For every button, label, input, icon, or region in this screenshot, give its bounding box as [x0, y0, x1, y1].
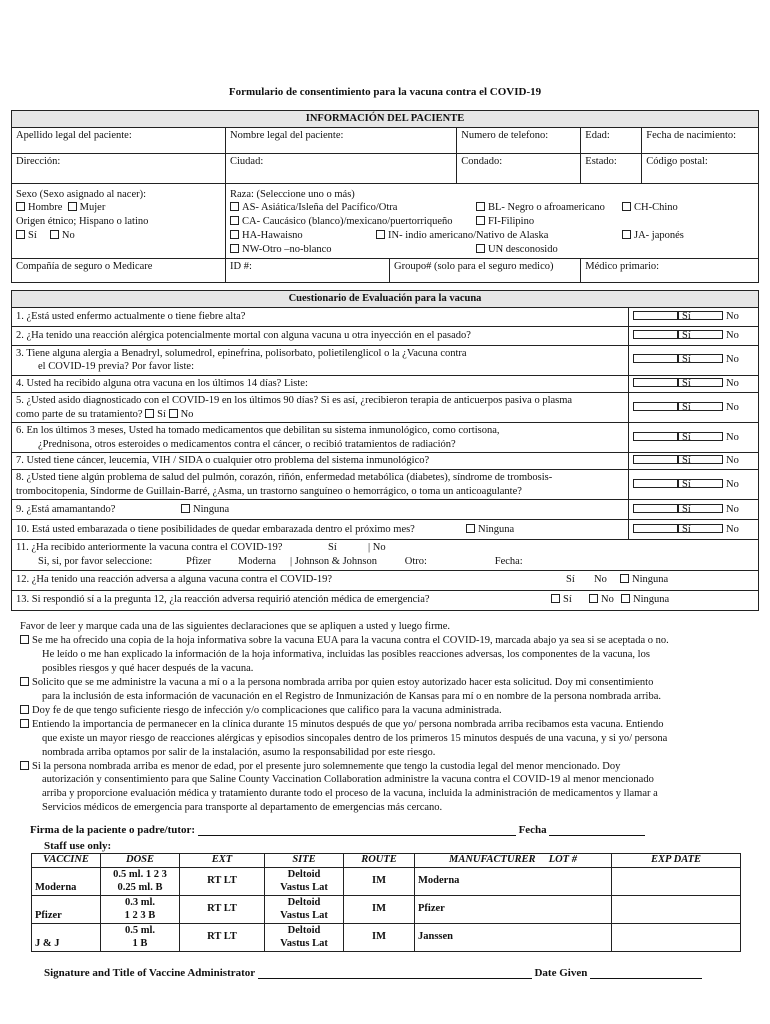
- statement-2-checkbox[interactable]: [20, 677, 29, 686]
- dose-line1: 0.3 ml.: [124, 896, 156, 908]
- statement-4-checkbox[interactable]: [20, 719, 29, 728]
- exp-date-cell[interactable]: [612, 924, 741, 952]
- col-site: SITE: [265, 854, 344, 868]
- site-cell[interactable]: [265, 896, 344, 924]
- dose-cell[interactable]: [101, 924, 180, 952]
- mujer-label: Mujer: [79, 202, 106, 214]
- no-label: No: [726, 524, 739, 536]
- si-label: Sí: [682, 478, 691, 490]
- question-3-line1: 3. Tiene alguna alergia a Benadryl, solumedrol, epinefrina, polisorbato, polietilenglicol o la ¿Vacuna contra: [16, 347, 467, 359]
- bl-checkbox[interactable]: [476, 202, 485, 211]
- ch-checkbox[interactable]: [622, 202, 631, 211]
- raza-label: Raza: (Seleccione uno o más): [230, 188, 355, 200]
- answer-8: [629, 470, 759, 500]
- dose-line2: 1 2 3 B: [124, 909, 156, 921]
- estado-field[interactable]: Estado:: [581, 153, 642, 183]
- col-vaccine: VACCINE: [32, 854, 101, 868]
- statement-5-line4: Servicios médicos de emergencia para transporte al departamento de emergencias más cercano.: [42, 802, 443, 814]
- q2-si-checkbox[interactable]: [633, 330, 679, 339]
- dose-cell[interactable]: [101, 868, 180, 896]
- question-8-line1: 8. ¿Usted tiene algún problema de salud del pulmón, corazón, riñón, enfermedad metabólica (diabetes), síndrome de trombosis-: [16, 472, 553, 484]
- q9-si-checkbox[interactable]: [633, 504, 679, 513]
- q5-si-checkbox[interactable]: [633, 402, 679, 411]
- dose-line2: 1 B: [132, 937, 148, 949]
- statement-2-line2: para la inclusión de esta información de vacunación en el Registro de Inmunización de Kansas para mí o en nombre de la persona nombrada arriba.: [42, 690, 661, 702]
- statement-1-line1: Se me ha ofrecido una copia de la hoja informativa sobre la vacuna EUA para la vacuna contra el COVID-19, marcada abajo ya sea si se aceptada o no.: [32, 634, 669, 646]
- si-label: Sí: [682, 504, 691, 516]
- site-cell[interactable]: [265, 868, 344, 896]
- col-ext: EXT: [180, 854, 265, 868]
- ninguna-label: Ninguna: [193, 504, 230, 516]
- q12-si-option[interactable]: Sí: [566, 574, 575, 586]
- question-10-text: 10. Está usted embarazada o tiene posibilidades de quedar embarazada dentro el próximo mes?: [16, 524, 415, 536]
- direccion-field[interactable]: Dirección:: [12, 153, 226, 183]
- bl-label: BL- Negro o afroamericano: [488, 202, 605, 214]
- ciudad-field[interactable]: Ciudad:: [226, 153, 457, 183]
- q13-si-checkbox[interactable]: [551, 594, 560, 603]
- answer-4: [629, 375, 759, 392]
- question-6: [12, 423, 629, 453]
- statement-1-line3: posibles riesgos y qué hacer después de la vacuna.: [42, 662, 254, 674]
- question-12: [12, 570, 759, 590]
- nw-checkbox[interactable]: [230, 244, 239, 253]
- si-label: Sí: [682, 378, 691, 390]
- q12-ninguna-checkbox[interactable]: [620, 574, 629, 583]
- date-given-label: Date Given: [534, 967, 588, 979]
- site-line1: Deltoid: [287, 868, 321, 880]
- manufacturer-cell[interactable]: Pfizer: [415, 896, 612, 924]
- administrator-signature-row: [44, 967, 702, 979]
- route-cell: IM: [344, 924, 415, 952]
- site-line1: Deltoid: [287, 896, 321, 908]
- origen-label: Origen étnico; Hispano o latino: [16, 215, 149, 227]
- q12-no-option[interactable]: No: [594, 574, 607, 586]
- firma-line[interactable]: [198, 825, 516, 836]
- answer-2: [629, 326, 759, 345]
- q8-si-checkbox[interactable]: [633, 479, 679, 488]
- no-label: No: [726, 504, 739, 516]
- route-cell: IM: [344, 896, 415, 924]
- q10-ninguna-checkbox[interactable]: [466, 524, 475, 533]
- questionnaire-header: Cuestionario de Evaluación para la vacuna: [12, 291, 759, 308]
- q5-no-checkbox[interactable]: [677, 402, 723, 411]
- q11-fecha-field[interactable]: Fecha:: [494, 556, 523, 568]
- sexo-label: Sexo (Sexo asignado al nacer):: [16, 188, 147, 200]
- route-cell: IM: [344, 868, 415, 896]
- si-label: Sí: [682, 401, 691, 413]
- hombre-checkbox[interactable]: [16, 202, 25, 211]
- si-label: Sí: [563, 594, 572, 606]
- col-manufacturer-lot: [415, 854, 612, 868]
- q13-no-checkbox[interactable]: [589, 594, 598, 603]
- consent-statements: [20, 620, 755, 815]
- q6-si-checkbox[interactable]: [633, 432, 679, 441]
- form-title: Formulario de consentimiento para la vacuna contra el COVID-19: [228, 86, 542, 98]
- origen-si-checkbox[interactable]: [16, 230, 25, 239]
- question-13: [12, 590, 759, 610]
- question-9-text: 9. ¿Está amamantando?: [16, 504, 116, 516]
- dose-line1: 0.5 ml. 1 2 3: [113, 868, 167, 880]
- question-2: 2. ¿Ha tenido una reacción alérgica potencialmente mortal con alguna vacuna u otra inyección en el pasado?: [12, 326, 629, 345]
- col-manufacturer: MANUFACTURER: [449, 854, 536, 866]
- ha-label: HA-Hawaisno: [242, 230, 303, 242]
- question-6-line2: ¿Prednisona, otros esteroides o medicamentos contra el cáncer, o recibió tratamientos de radiación?: [38, 438, 456, 450]
- si-label: Sí: [682, 432, 691, 444]
- question-8: [12, 470, 629, 500]
- answer-9: [629, 500, 759, 520]
- no-label: No: [726, 432, 739, 444]
- fi-checkbox[interactable]: [476, 216, 485, 225]
- ninguna-label: Ninguna: [478, 524, 515, 536]
- si-label: Sí: [157, 408, 166, 420]
- question-12-text: 12. ¿Ha tenido una reacción adversa a alguna vacuna contra el COVID-19?: [16, 574, 333, 586]
- vaccine-cell: Moderna: [32, 868, 101, 896]
- exp-date-cell[interactable]: [612, 868, 741, 896]
- exp-date-cell[interactable]: [612, 896, 741, 924]
- q11-no-option[interactable]: No: [372, 542, 386, 554]
- q11-si-option[interactable]: Sí: [328, 542, 337, 554]
- q11-moderna-option[interactable]: Moderna: [238, 556, 276, 568]
- codigo-field[interactable]: Código postal:: [642, 153, 759, 183]
- un-label: UN desconosido: [488, 244, 558, 256]
- telefono-field[interactable]: Numero de telefono:: [457, 127, 581, 153]
- un-checkbox[interactable]: [476, 244, 485, 253]
- ch-label: CH-Chino: [634, 202, 678, 214]
- patient-signature-row: [30, 824, 645, 836]
- admin-signature-line[interactable]: [258, 968, 532, 979]
- statement-4-line1: Entiendo la importancia de permanecer en la clínica durante 15 minutos después de que yo/ persona nombrada arriba recibamos esta vacuna. Entiendo: [32, 718, 664, 730]
- statement-3-checkbox[interactable]: [20, 705, 29, 714]
- site-line2: Vastus Lat: [280, 937, 328, 949]
- manufacturer-cell[interactable]: Janssen: [415, 924, 612, 952]
- no-label: No: [726, 329, 739, 341]
- question-11: 11. ¿Ha recibido anteriormente la vacuna contra el COVID-19? Sí | No Si, si, por favor seleccione: Pfizer Moderna | Johnson & Johnson Otro: Fecha:: [12, 540, 759, 570]
- answer-10: [629, 520, 759, 540]
- apellido-field[interactable]: Apellido legal del paciente:: [12, 127, 226, 153]
- col-lot: LOT #: [548, 854, 577, 866]
- table-row: [32, 868, 741, 896]
- answer-5: [629, 392, 759, 422]
- raza-cell: [226, 183, 759, 259]
- col-dose: DOSE: [101, 854, 180, 868]
- q1-si-checkbox[interactable]: [633, 311, 679, 320]
- question-11-select-label: Si, si, por favor seleccione:: [38, 556, 153, 568]
- col-exp-date: EXP DATE: [612, 854, 741, 868]
- no-label: No: [726, 354, 739, 366]
- question-6-line1: 6. En los últimos 3 meses, Usted ha tomado medicamentos que debilitan su sistema inmunológico, como cortisona,: [16, 425, 500, 437]
- ja-label: JA- japonés: [634, 230, 684, 242]
- si-label: Sí: [682, 455, 691, 467]
- question-11-text: 11. ¿Ha recibido anteriormente la vacuna contra el COVID-19?: [16, 542, 283, 554]
- question-10: [12, 520, 629, 540]
- question-7: 7. Usted tiene cáncer, leucemia, VIH / SIDA o cualquier otro problema del sistema inmunológico?: [12, 453, 629, 470]
- question-8-line2: trombocitopenia, Síndorme de Guillain-Barré, ¿Asma, un trastorno sanguíneo o hemorrágico, o toma un anticoagulante?: [16, 485, 522, 497]
- q7-no-checkbox[interactable]: [677, 455, 723, 464]
- question-5-line2: como parte de su tratamiento?: [16, 408, 143, 420]
- vaccine-cell: Pfizer: [32, 896, 101, 924]
- hombre-label: Hombre: [28, 202, 63, 214]
- q4-si-checkbox[interactable]: [633, 378, 679, 387]
- answer-7: [629, 453, 759, 470]
- q10-no-checkbox[interactable]: [677, 524, 723, 533]
- question-3-line2: el COVID-19 previa? Por favor liste:: [38, 361, 194, 373]
- grupo-field[interactable]: Groupo# (solo para el seguro medico): [390, 259, 581, 283]
- in-checkbox[interactable]: [376, 230, 385, 239]
- q11-otro-field[interactable]: Otro:: [404, 556, 427, 568]
- no-label: No: [726, 401, 739, 413]
- statement-5-line3: arriba y proporcione evaluación médica y tratamiento durante todo el proceso de la vacuna, incluida la administración de medicamentos y llamar a: [42, 788, 658, 800]
- ext-cell[interactable]: RT LT: [180, 924, 265, 952]
- statement-5-line1: Si la persona nombrada arriba es menor de edad, por el presente juro solemnemente que tengo la custodia legal del menor mencionado. Doy: [32, 760, 621, 772]
- question-9: [12, 500, 629, 520]
- si-label: Sí: [682, 354, 691, 366]
- ext-cell[interactable]: RT LT: [180, 896, 265, 924]
- col-route: ROUTE: [344, 854, 415, 868]
- site-line1: Deltoid: [287, 924, 321, 936]
- patient-info-header: INFORMACIÓN DEL PACIENTE: [12, 111, 759, 128]
- ja-checkbox[interactable]: [622, 230, 631, 239]
- as-label: AS- Asiática/Isleña del Pacífico/Otra: [242, 202, 398, 214]
- q5-inline-no-checkbox[interactable]: [169, 409, 178, 418]
- no-label: No: [726, 378, 739, 390]
- dose-line2: 0.25 ml. B: [117, 881, 163, 893]
- ca-checkbox[interactable]: [230, 216, 239, 225]
- origen-no-label: No: [61, 229, 75, 241]
- question-13-text: 13. Si respondió sí a la pregunta 12, ¿la reacción adversa requirió atención médica de emergencia?: [16, 594, 430, 606]
- mujer-checkbox[interactable]: [68, 202, 77, 211]
- sexo-cell: [12, 183, 226, 259]
- q4-no-checkbox[interactable]: [677, 378, 723, 387]
- nombre-field[interactable]: Nombre legal del paciente:: [226, 127, 457, 153]
- statement-5-checkbox[interactable]: [20, 761, 29, 770]
- statement-4-line2: que existe un mayor riesgo de reacciones alérgicas y episodios sincopales dentro de los primeros 15 minutos después de una vacuna, y si yo/ persona: [42, 732, 668, 744]
- date-given-line[interactable]: [590, 968, 702, 979]
- answer-1: [629, 307, 759, 326]
- origen-no-checkbox[interactable]: [50, 230, 59, 239]
- dose-cell[interactable]: [101, 896, 180, 924]
- edad-field[interactable]: Edad:: [581, 127, 642, 153]
- question-5: [12, 392, 629, 422]
- nacimiento-field[interactable]: Fecha de nacimiento:: [642, 127, 759, 153]
- statement-3-line1: Doy fe de que tengo suficiente riesgo de infección y/o complicaciones que califico para la vacuna administrada.: [32, 704, 502, 716]
- seguro-field[interactable]: Compañía de seguro o Medicare: [12, 259, 226, 283]
- si-label: Sí: [682, 524, 691, 536]
- medico-field[interactable]: Médico primario:: [581, 259, 759, 283]
- q9-no-checkbox[interactable]: [677, 504, 723, 513]
- q7-si-checkbox[interactable]: [633, 455, 679, 464]
- vaccine-cell: J & J: [32, 924, 101, 952]
- q10-si-checkbox[interactable]: [633, 524, 679, 533]
- no-label: No: [726, 310, 739, 322]
- ninguna-label: Ninguna: [632, 574, 669, 586]
- ninguna-label: Ninguna: [633, 594, 670, 606]
- table-row: [32, 896, 741, 924]
- fi-label: FI-Filipino: [488, 216, 535, 228]
- answer-6: [629, 423, 759, 453]
- table-row: [32, 924, 741, 952]
- q8-no-checkbox[interactable]: [677, 479, 723, 488]
- q11-pfizer-option[interactable]: Pfizer: [186, 556, 212, 568]
- site-line2: Vastus Lat: [280, 909, 328, 921]
- q1-no-checkbox[interactable]: [677, 311, 723, 320]
- admin-signature-label: Signature and Title of Vaccine Administrator: [44, 967, 255, 979]
- in-label: IN- indio americano/Nativo de Alaska: [388, 230, 549, 242]
- origen-si-label: Sí: [28, 229, 37, 241]
- question-3: [12, 345, 629, 375]
- as-checkbox[interactable]: [230, 202, 239, 211]
- site-cell[interactable]: [265, 924, 344, 952]
- question-5-line1: 5. ¿Usted asido diagnosticado con el COVID-19 en los últimos 90 días? Si es así, ¿recibieron terapia de anticuerpos pasiva o plasma: [16, 394, 573, 406]
- ca-label: CA- Caucásico (blanco)/mexicano/puertorriqueño: [242, 216, 453, 228]
- manufacturer-cell[interactable]: Moderna: [415, 868, 612, 896]
- statement-1-line2: He leído o me han explicado la información de la hoja informativa, incluidas las posibles reacciones adversas, los componentes de la vacuna, los: [42, 648, 650, 660]
- q2-no-checkbox[interactable]: [677, 330, 723, 339]
- ha-checkbox[interactable]: [230, 230, 239, 239]
- firma-label: Firma de la paciente o padre/tutor:: [30, 824, 196, 836]
- si-label: Sí: [682, 310, 691, 322]
- no-label: No: [726, 455, 739, 467]
- q9-ninguna-checkbox[interactable]: [181, 504, 190, 513]
- statements-intro: Favor de leer y marque cada una de las siguientes declaraciones que se apliquen a usted y luego firme.: [20, 621, 451, 632]
- statement-1-checkbox[interactable]: [20, 635, 29, 644]
- no-label: No: [726, 478, 739, 490]
- site-line2: Vastus Lat: [280, 881, 328, 893]
- q5-inline-si-checkbox[interactable]: [145, 409, 154, 418]
- q3-si-checkbox[interactable]: [633, 354, 679, 363]
- no-label: No: [180, 408, 194, 420]
- q3-no-checkbox[interactable]: [677, 354, 723, 363]
- statement-5-line2: autorización y consentimiento para que Saline County Vaccination Collaboration administre la vacuna contra el COVID-19 al menor mencionado: [42, 774, 654, 786]
- statement-2-line1: Solicito que se me administre la vacuna a mí o a la persona nombrada arriba por quien estoy autorizado hacer esta solicitud. Doy mi consentimiento: [32, 676, 654, 688]
- statement-4-line3: nombrada arriba optamos por salir de la instalación, asumo la responsabilidad por este riesgo.: [42, 746, 436, 758]
- q13-ninguna-checkbox[interactable]: [621, 594, 630, 603]
- staff-use-label: Staff use only:: [44, 840, 112, 852]
- answer-3: [629, 345, 759, 375]
- question-4: 4. Usted ha recibido alguna otra vacuna en los últimos 14 días? Liste:: [12, 375, 629, 392]
- dose-line1: 0.5 ml.: [124, 924, 156, 936]
- si-label: Sí: [682, 329, 691, 341]
- vaccine-admin-table: [31, 853, 741, 952]
- q6-no-checkbox[interactable]: [677, 432, 723, 441]
- condado-field[interactable]: Condado:: [457, 153, 581, 183]
- questionnaire-table: [11, 290, 759, 611]
- no-label: No: [601, 594, 614, 606]
- q11-jj-option[interactable]: Johnson & Johnson: [294, 556, 377, 568]
- patient-info-table: [11, 110, 759, 283]
- id-field[interactable]: ID #:: [226, 259, 390, 283]
- fecha-label: Fecha: [518, 824, 547, 836]
- ext-cell[interactable]: RT LT: [180, 868, 265, 896]
- question-1: 1. ¿Está usted enfermo actualmente o tiene fiebre alta?: [12, 307, 629, 326]
- fecha-line[interactable]: [549, 825, 645, 836]
- nw-label: NW-Otro –no-blanco: [242, 244, 332, 256]
